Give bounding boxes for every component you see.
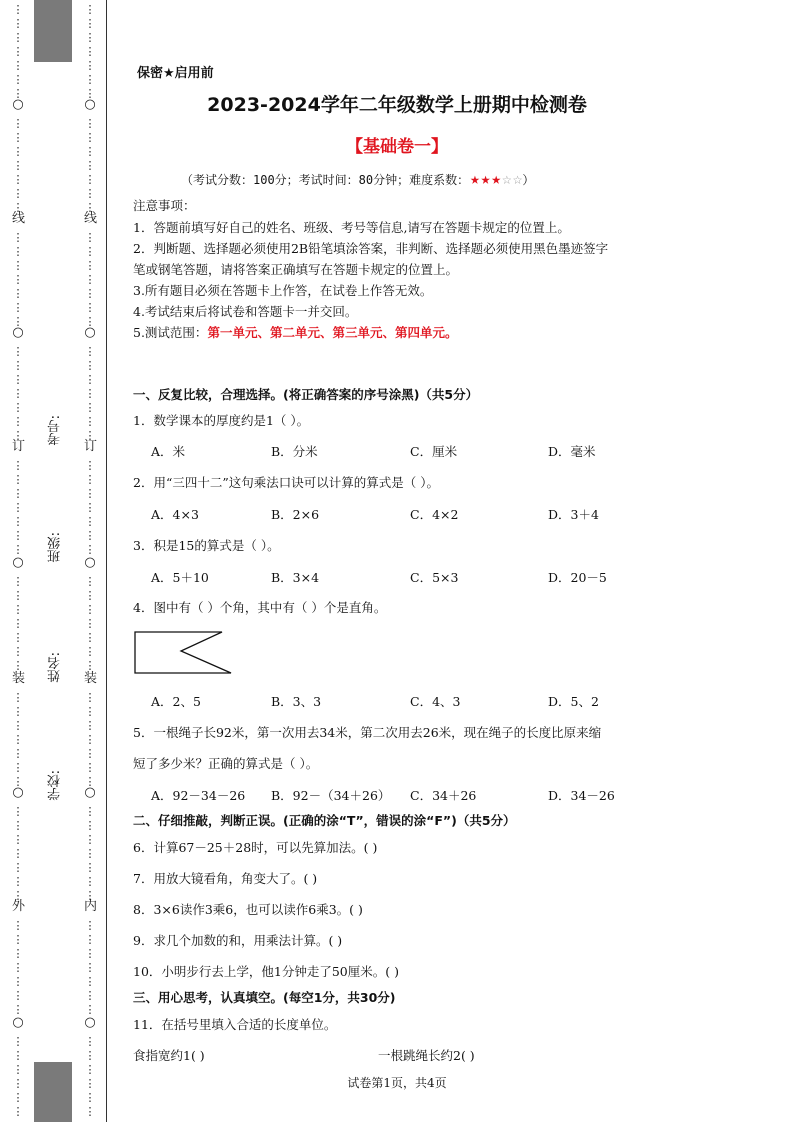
- dotted-line: ⋮: [12, 187, 24, 200]
- dotted-line: ⋮: [84, 631, 96, 644]
- star-empty-icon: ☆: [512, 169, 523, 188]
- cut-line-mark: 线: [84, 211, 98, 226]
- dotted-line: ⋮: [12, 861, 24, 874]
- note-item: 1．答题前填写好自己的姓名、班级、考号等信息,请写在答题卡规定的位置上。: [133, 220, 570, 235]
- cut-line-mark: 订: [12, 439, 26, 454]
- option-b[interactable]: B．3、3: [271, 694, 322, 709]
- dotted-line: ⋮: [84, 187, 96, 200]
- option-c[interactable]: C．厘米: [410, 444, 458, 459]
- dotted-line: ⋮: [12, 459, 24, 472]
- note-item: 4.考试结束后将试卷和答题卡一并交回。: [133, 304, 358, 319]
- dotted-line: ⋮: [84, 173, 96, 186]
- scope-label: 5.测试范围：: [133, 325, 208, 340]
- difficulty-stars: [469, 169, 523, 188]
- dotted-line: ⋮: [84, 459, 96, 472]
- exam-number-label: 考号:: [48, 415, 63, 446]
- circle-mark: ○: [12, 785, 24, 800]
- dotted-line: ⋮: [84, 259, 96, 272]
- option-a[interactable]: A．92－34－26: [151, 788, 246, 803]
- dotted-line: ⋮: [12, 543, 24, 556]
- dotted-line: ⋮: [84, 1077, 96, 1090]
- dotted-line: ⋮: [12, 159, 24, 172]
- exam-meta-close: ）: [522, 173, 535, 187]
- option-d[interactable]: D．3＋4: [548, 507, 599, 522]
- dotted-line: ⋮: [84, 575, 96, 588]
- dotted-line: ⋮: [84, 201, 96, 214]
- dotted-line: ⋮: [12, 631, 24, 644]
- dotted-line: ⋮: [84, 719, 96, 732]
- dotted-line: ⋮: [84, 819, 96, 832]
- dotted-line: ⋮: [84, 473, 96, 486]
- dotted-line: ⋮: [84, 733, 96, 746]
- star-empty-icon: ☆: [502, 169, 512, 188]
- question-11: 11．在括号里填入合适的长度单位。: [133, 1017, 337, 1032]
- dotted-line: ⋮: [12, 487, 24, 500]
- dotted-line: ⋮: [84, 1049, 96, 1062]
- dotted-line: ⋮: [84, 17, 96, 30]
- option-b[interactable]: B．3×4: [271, 570, 320, 585]
- dotted-line: ⋮: [84, 659, 96, 672]
- page-footer: 试卷第1页，共4页: [347, 1076, 447, 1090]
- cut-line-mark: 线: [12, 211, 26, 226]
- gray-band-bottom: [34, 1062, 72, 1122]
- dotted-line: ⋮: [12, 1035, 24, 1048]
- question-5-cont: 短了多少米？正确的算式是（ ）。: [133, 756, 319, 771]
- dotted-line: ⋮: [84, 543, 96, 556]
- judge-item: 6．计算67－25＋28时，可以先算加法。( ): [133, 840, 378, 855]
- dotted-line: ⋮: [12, 589, 24, 602]
- option-c[interactable]: C．34＋26: [410, 788, 477, 803]
- outer-dotted-column: [12, 0, 24, 1122]
- dotted-line: ⋮: [12, 59, 24, 72]
- dotted-line: ⋮: [84, 273, 96, 286]
- dotted-line: ⋮: [12, 529, 24, 542]
- dotted-line: ⋮: [84, 1035, 96, 1048]
- circle-mark: ○: [84, 785, 96, 800]
- dotted-line: ⋮: [12, 1003, 24, 1016]
- section-heading: 二、仔细推敲，判断正误。(正确的涂“T”，错误的涂“F”)（共5分）: [133, 813, 516, 828]
- dotted-line: ⋮: [12, 989, 24, 1002]
- dotted-line: ⋮: [12, 73, 24, 86]
- dotted-line: ⋮: [84, 933, 96, 946]
- margin-divider: [106, 0, 107, 1122]
- dotted-line: ⋮: [12, 515, 24, 528]
- dotted-line: ⋮: [12, 705, 24, 718]
- dotted-line: ⋮: [12, 719, 24, 732]
- dotted-line: ⋮: [12, 87, 24, 100]
- school-label: 学校:: [48, 770, 63, 801]
- class-label: 班级:: [48, 532, 63, 563]
- dotted-line: ⋮: [12, 975, 24, 988]
- dotted-line: ⋮: [84, 415, 96, 428]
- option-a[interactable]: A．5＋10: [151, 570, 209, 585]
- dotted-line: ⋮: [12, 775, 24, 788]
- dotted-line: ⋮: [84, 1063, 96, 1076]
- dotted-line: ⋮: [84, 345, 96, 358]
- dotted-line: ⋮: [84, 401, 96, 414]
- circle-mark: ○: [84, 555, 96, 570]
- cut-line-mark: 订: [84, 439, 98, 454]
- angle-shape: [135, 632, 231, 673]
- dotted-line: ⋮: [84, 387, 96, 400]
- dotted-line: ⋮: [12, 1091, 24, 1104]
- dotted-line: ⋮: [12, 287, 24, 300]
- dotted-line: ⋮: [84, 245, 96, 258]
- dotted-line: ⋮: [12, 947, 24, 960]
- dotted-line: ⋮: [12, 691, 24, 704]
- dotted-line: ⋮: [84, 589, 96, 602]
- circle-mark: ○: [12, 325, 24, 340]
- dotted-line: ⋮: [84, 131, 96, 144]
- option-c[interactable]: C．5×3: [410, 570, 459, 585]
- dotted-line: ⋮: [84, 875, 96, 888]
- name-label: 姓名:: [48, 652, 63, 683]
- section-heading: 一、反复比较，合理选择。(将正确答案的序号涂黑)（共5分）: [133, 387, 479, 402]
- dotted-line: ⋮: [84, 59, 96, 72]
- option-c[interactable]: C．4×2: [410, 507, 459, 522]
- question-3: 3．积是15的算式是（ ）。: [133, 538, 280, 553]
- option-b[interactable]: B．92－（34＋26）: [271, 788, 391, 803]
- dotted-line: ⋮: [12, 875, 24, 888]
- dotted-line: ⋮: [12, 17, 24, 30]
- dotted-line: ⋮: [12, 359, 24, 372]
- dotted-line: ⋮: [12, 1063, 24, 1076]
- judge-item: 10．小明步行去上学，他1分钟走了50厘米。( ): [133, 964, 399, 979]
- circle-mark: ○: [84, 97, 96, 112]
- dotted-line: ⋮: [12, 201, 24, 214]
- dotted-line: ⋮: [12, 273, 24, 286]
- dotted-line: ⋮: [84, 231, 96, 244]
- dotted-line: ⋮: [84, 487, 96, 500]
- dotted-line: ⋮: [84, 989, 96, 1002]
- option-b[interactable]: B．2×6: [271, 507, 320, 522]
- dotted-line: ⋮: [12, 761, 24, 774]
- dotted-line: ⋮: [84, 975, 96, 988]
- notes-heading: 注意事项：: [133, 198, 196, 213]
- dotted-line: ⋮: [12, 747, 24, 760]
- dotted-line: ⋮: [84, 889, 96, 902]
- dotted-line: ⋮: [84, 145, 96, 158]
- inner-dotted-column: [84, 0, 96, 1122]
- dotted-line: ⋮: [12, 961, 24, 974]
- page-subtitle: 【基础卷一】: [346, 137, 448, 157]
- dotted-line: ⋮: [12, 501, 24, 514]
- question-2: 2．用“三四十二”这句乘法口诀可以计算的算式是（ ）。: [133, 475, 439, 490]
- dotted-line: ⋮: [12, 819, 24, 832]
- dotted-line: ⋮: [84, 617, 96, 630]
- dotted-line: ⋮: [12, 173, 24, 186]
- circle-mark: ○: [84, 325, 96, 340]
- cut-line-mark: 装: [12, 671, 26, 686]
- dotted-line: ⋮: [84, 159, 96, 172]
- circle-mark: ○: [84, 1015, 96, 1030]
- dotted-line: ⋮: [84, 301, 96, 314]
- dotted-line: ⋮: [84, 287, 96, 300]
- note-scope: [133, 323, 457, 341]
- dotted-line: ⋮: [12, 117, 24, 130]
- dotted-line: ⋮: [84, 833, 96, 846]
- dotted-line: ⋮: [12, 387, 24, 400]
- dotted-line: ⋮: [84, 501, 96, 514]
- dotted-line: ⋮: [84, 1105, 96, 1118]
- dotted-line: ⋮: [12, 919, 24, 932]
- dotted-line: ⋮: [84, 603, 96, 616]
- dotted-line: ⋮: [84, 747, 96, 760]
- dotted-line: ⋮: [84, 961, 96, 974]
- option-b[interactable]: B．分米: [271, 444, 318, 459]
- dotted-line: ⋮: [12, 301, 24, 314]
- dotted-line: ⋮: [12, 429, 24, 442]
- cut-line-mark: 装: [84, 671, 98, 686]
- dotted-line: ⋮: [12, 231, 24, 244]
- question-1: 1．数学课本的厚度约是1（ ）。: [133, 413, 310, 428]
- circle-mark: ○: [12, 555, 24, 570]
- dotted-line: ⋮: [12, 617, 24, 630]
- dotted-line: ⋮: [12, 889, 24, 902]
- dotted-line: ⋮: [84, 45, 96, 58]
- scope-value: 第一单元、第二单元、第三单元、第四单元。: [207, 325, 458, 340]
- cut-line-mark: 外: [12, 899, 26, 914]
- dotted-line: ⋮: [84, 3, 96, 16]
- dotted-line: ⋮: [84, 761, 96, 774]
- dotted-line: ⋮: [84, 31, 96, 44]
- dotted-line: ⋮: [12, 3, 24, 16]
- dotted-line: ⋮: [12, 1077, 24, 1090]
- option-a[interactable]: A．米: [151, 444, 186, 459]
- dotted-line: ⋮: [12, 833, 24, 846]
- dotted-line: ⋮: [84, 359, 96, 372]
- dotted-line: ⋮: [84, 919, 96, 932]
- binding-margin: [0, 0, 108, 1122]
- gray-band-top: [34, 0, 72, 62]
- star-filled-icon: ★: [470, 169, 480, 188]
- dotted-line: ⋮: [84, 947, 96, 960]
- exam-meta-text: （考试分数：100分；考试时间：80分钟；难度系数：: [181, 173, 470, 187]
- option-d[interactable]: D．5、2: [548, 694, 599, 709]
- dotted-line: ⋮: [12, 645, 24, 658]
- dotted-line: ⋮: [84, 87, 96, 100]
- question-4: 4．图中有（ ）个角，其中有（ ）个是直角。: [133, 600, 387, 615]
- dotted-line: ⋮: [84, 847, 96, 860]
- option-a[interactable]: A．4×3: [151, 507, 199, 522]
- judge-item: 8．3×6读作3乘6，也可以读作6乘3。( ): [133, 902, 363, 917]
- note-item: 笔或钢笔答题，请将答案正确填写在答题卡规定的位置上。: [133, 262, 459, 277]
- dotted-line: ⋮: [12, 31, 24, 44]
- star-filled-icon: ★: [480, 169, 491, 188]
- option-c[interactable]: C．4、3: [410, 694, 461, 709]
- dotted-line: ⋮: [12, 401, 24, 414]
- dotted-line: ⋮: [84, 805, 96, 818]
- dotted-line: ⋮: [12, 145, 24, 158]
- dotted-line: ⋮: [12, 415, 24, 428]
- dotted-line: ⋮: [12, 1105, 24, 1118]
- note-item: 3.所有题目必须在答题卡上作答，在试卷上作答无效。: [133, 283, 433, 298]
- dotted-line: ⋮: [12, 733, 24, 746]
- dotted-line: ⋮: [84, 645, 96, 658]
- section-heading: 三、用心思考，认真填空。(每空1分，共30分): [133, 990, 396, 1005]
- option-d[interactable]: D．毫米: [548, 444, 596, 459]
- dotted-line: ⋮: [84, 775, 96, 788]
- dotted-line: ⋮: [12, 805, 24, 818]
- dotted-line: ⋮: [84, 73, 96, 86]
- dotted-line: ⋮: [84, 1003, 96, 1016]
- fill-blank-left: 食指宽约1( ): [133, 1048, 205, 1063]
- confidential-note: 保密★启用前: [137, 66, 214, 81]
- fill-blank-right: 一根跳绳长约2( ): [378, 1048, 475, 1063]
- circle-mark: ○: [12, 1015, 24, 1030]
- dotted-line: ⋮: [12, 575, 24, 588]
- dotted-line: ⋮: [12, 473, 24, 486]
- dotted-line: ⋮: [84, 705, 96, 718]
- dotted-line: ⋮: [84, 861, 96, 874]
- dotted-line: ⋮: [84, 1091, 96, 1104]
- dotted-line: ⋮: [84, 691, 96, 704]
- dotted-line: ⋮: [12, 933, 24, 946]
- option-d[interactable]: D．20－5: [548, 570, 607, 585]
- judge-item: 9．求几个加数的和，用乘法计算。( ): [133, 933, 343, 948]
- note-item: 2．判断题、选择题必须使用2B铅笔填涂答案，非判断、选择题必须使用黑色墨迹签字: [133, 241, 609, 256]
- star-filled-icon: ★: [491, 169, 502, 188]
- angle-figure: [134, 631, 234, 677]
- page-title: 2023-2024学年二年级数学上册期中检测卷: [207, 94, 587, 116]
- dotted-line: ⋮: [12, 847, 24, 860]
- dotted-line: ⋮: [84, 315, 96, 328]
- option-a[interactable]: A．2、5: [151, 694, 201, 709]
- circle-mark: ○: [12, 97, 24, 112]
- dotted-line: ⋮: [12, 1049, 24, 1062]
- dotted-line: ⋮: [12, 259, 24, 272]
- dotted-line: ⋮: [12, 603, 24, 616]
- dotted-line: ⋮: [12, 245, 24, 258]
- dotted-line: ⋮: [84, 515, 96, 528]
- dotted-line: ⋮: [12, 345, 24, 358]
- dotted-line: ⋮: [84, 373, 96, 386]
- dotted-line: ⋮: [12, 373, 24, 386]
- question-5: 5．一根绳子长92米，第一次用去34米，第二次用去26米，现在绳子的长度比原来缩: [133, 725, 602, 740]
- option-d[interactable]: D．34－26: [548, 788, 615, 803]
- dotted-line: ⋮: [84, 117, 96, 130]
- dotted-line: ⋮: [12, 659, 24, 672]
- judge-item: 7．用放大镜看角，角变大了。( ): [133, 871, 318, 886]
- dotted-line: ⋮: [12, 315, 24, 328]
- dotted-line: ⋮: [12, 45, 24, 58]
- dotted-line: ⋮: [12, 131, 24, 144]
- dotted-line: ⋮: [84, 429, 96, 442]
- cut-line-mark: 内: [84, 899, 98, 914]
- exam-meta: [181, 171, 534, 188]
- dotted-line: ⋮: [84, 529, 96, 542]
